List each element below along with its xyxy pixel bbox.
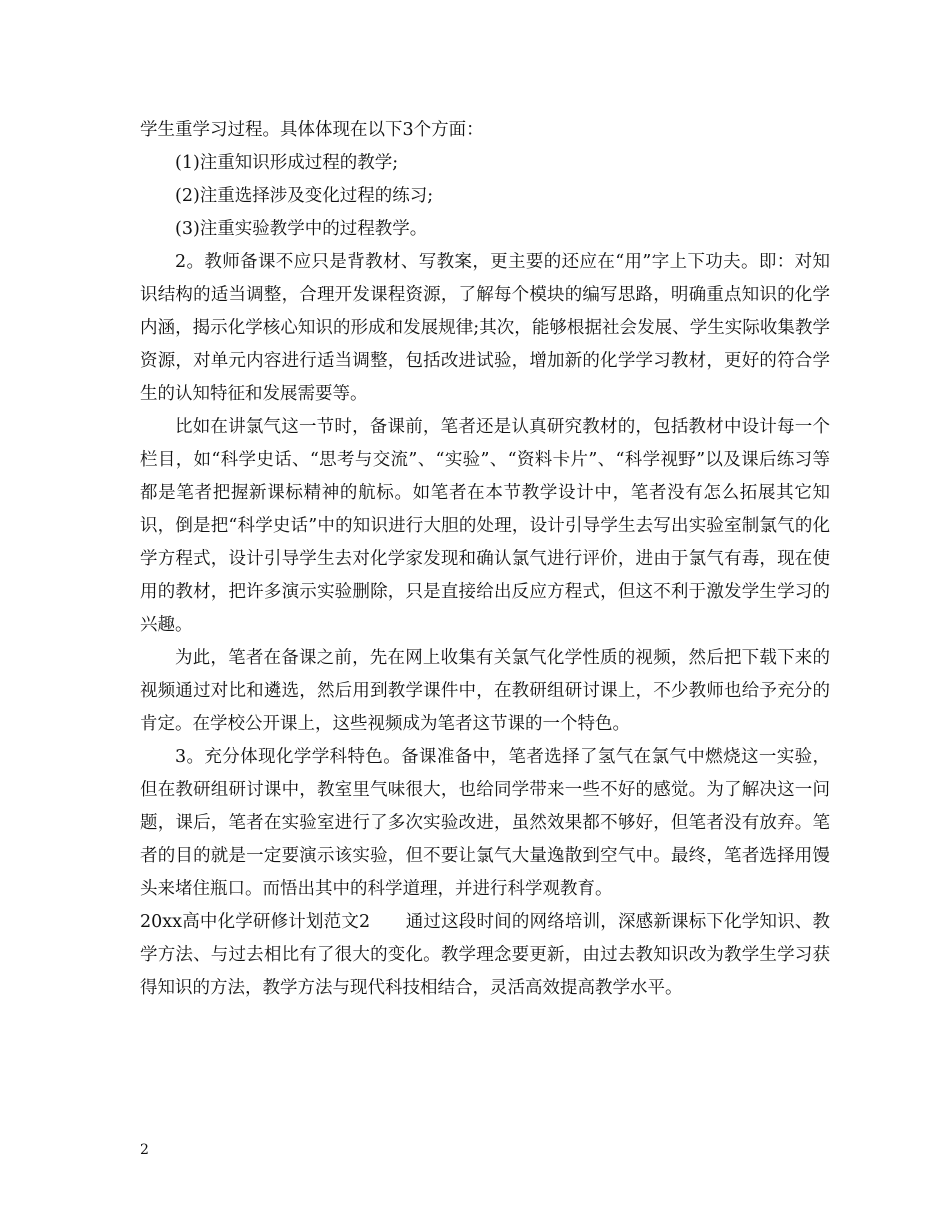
body-text <box>140 114 830 1005</box>
paragraph-point-2: 2。教师备课不应只是背教材、写教案，更主要的还应在“用”字上下功夫。即：对知识结构的适当调整，合理开发课程资源，了解每个模块的编写思路，明确重点知识的化学内涵，揭示化学核心知识的形成和发展规律;其次，能够根据社会发展、学生实际收集教学资源，对单元内容进行适当调整，包括改进试验，增加新的化学学习教材，更好的符合学生的认知特征和发展需要等。 <box>140 252 830 404</box>
paragraph-item-2: (2)注重选择涉及变化过程的练习; <box>175 186 434 206</box>
paragraph-video-collection: 为此，笔者在备课之前，先在网上收集有关氯气化学性质的视频，然后把下载下来的视频通过对比和遴选，然后用到教学课件中，在教研组研讨课上，不少教师也给予充分的肯定。在学校公开课上，这些视频成为笔者这节课的一个特色。 <box>140 648 830 734</box>
paragraph-intro: 学生重学习过程。具体体现在以下3个方面： <box>140 120 484 140</box>
paragraph-plan-sample-2: 20xx高中化学研修计划范文2 通过这段时间的网络培训，深感新课标下化学知识、教学方法、与过去相比有了很大的变化。教学理念要更新，由过去教知识改为教学生学习获得知识的方法，教学方法与现代科技相结合，灵活高效提高教学水平。 <box>140 912 830 998</box>
paragraph-item-3: (3)注重实验教学中的过程教学。 <box>175 219 428 239</box>
page-number: 2 <box>140 1142 149 1158</box>
paragraph-item-1: (1)注重知识形成过程的教学; <box>175 153 399 173</box>
paragraph-point-3: 3。充分体现化学学科特色。备课准备中，笔者选择了氢气在氯气中燃烧这一实验，但在教研组研讨课中，教室里气味很大，也给同学带来一些不好的感觉。为了解决这一问题，课后，笔者在实验室进行了多次实验改进，虽然效果都不够好，但笔者没有放弃。笔者的目的就是一定要演示该实验，但不要让氯气大量逸散到空气中。最终，笔者选择用馒头来堵住瓶口。而悟出其中的科学道理，并进行科学观教育。 <box>140 747 830 899</box>
paragraph-chlorine-example: 比如在讲氯气这一节时，备课前，笔者还是认真研究教材的，包括教材中设计每一个栏目，如“科学史话、“思考与交流”、“实验”、“资料卡片”、“科学视野”以及课后练习等都是笔者把握新课标精神的航标。如笔者在本节教学设计中，笔者没有怎么拓展其它知识，倒是把“科学史话”中的知识进行大胆的处理，设计引导学生去写出实验室制氯气的化学方程式，设计引导学生去对化学家发现和确认氯气进行评价，进由于氯气有毒，现在使用的教材，把许多演示实验删除，只是直接给出反应方程式，但这不利于激发学生学习的兴趣。 <box>140 417 830 635</box>
